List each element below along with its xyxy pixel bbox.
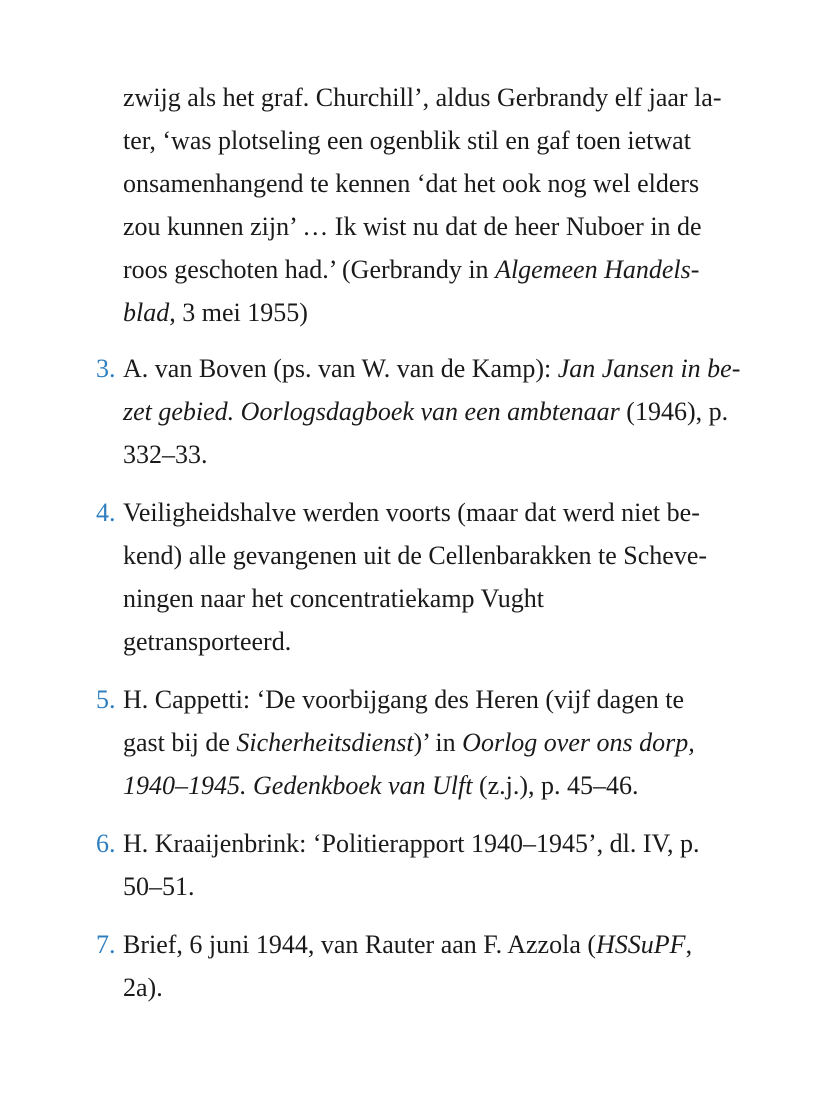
endnote-line: [123, 620, 740, 663]
text-segment: zou kunnen zijn’ … Ik wist nu dat de heer Nuboer in de: [123, 212, 702, 241]
text-segment: getransporteerd.: [123, 627, 292, 656]
text-segment: H. Cappetti: ‘De voorbijgang des Heren (vijf dagen te: [123, 685, 684, 714]
text-segment: ningen naar het concentratiekamp Vught: [123, 584, 545, 613]
endnote-line: [123, 433, 740, 476]
text-segment: (1946), p.: [619, 397, 729, 426]
endnote-number: 6.: [96, 829, 116, 858]
text-segment: 50–51.: [123, 872, 195, 901]
text-segment: , 3 mei 1955): [169, 298, 308, 327]
endnote-line: [123, 721, 740, 764]
endnote-number: 3.: [96, 354, 116, 383]
endnote-line: [123, 205, 740, 248]
endnote-line: [123, 76, 740, 119]
endnote-number: 4.: [96, 498, 116, 527]
endnote-line: [123, 678, 740, 721]
text-segment: )’ in: [413, 728, 463, 757]
endnote-line: [123, 491, 740, 534]
endnote-line: [123, 119, 740, 162]
text-segment: ,: [685, 930, 693, 959]
text-segment: onsamenhangend te kennen ‘dat het ook nog wel elders: [123, 169, 700, 198]
endnote: [0, 491, 826, 663]
endnote-continuation: [0, 76, 826, 334]
text-segment: Veiligheidshalve werden voorts (maar dat werd niet be-: [123, 498, 700, 527]
italic-text: Jan Jansen in be-: [557, 354, 741, 383]
endnote-line: [123, 162, 740, 205]
italic-text: 1940–1945. Gedenkboek van Ulft: [123, 771, 473, 800]
endnote-number: 7.: [96, 930, 116, 959]
text-segment: 2a).: [123, 973, 163, 1002]
text-segment: gast bij de: [123, 728, 237, 757]
endnotes-page: [0, 76, 826, 1024]
text-segment: (z.j.), p. 45–46.: [472, 771, 639, 800]
text-segment: ter, ‘was plotseling een ogenblik stil en gaf toen ietwat: [123, 126, 691, 155]
endnote-line: [123, 865, 740, 908]
endnote-line: [123, 291, 740, 334]
endnote: [0, 347, 826, 476]
endnote-line: [123, 764, 740, 807]
text-segment: A. van Boven (ps. van W. van de Kamp):: [123, 354, 558, 383]
endnote-line: [123, 577, 740, 620]
endnote-line: [123, 248, 740, 291]
endnote-line: [123, 390, 740, 433]
text-segment: Brief, 6 juni 1944, van Rauter aan F. Azzola (: [123, 930, 597, 959]
endnote: [0, 822, 826, 908]
italic-text: Sicherheitsdienst: [236, 728, 414, 757]
endnote-line: [123, 923, 740, 966]
italic-text: Oorlog over ons dorp,: [462, 728, 695, 757]
endnote-line: [123, 822, 740, 865]
endnote: [0, 923, 826, 1009]
italic-text: Algemeen Handels-: [495, 255, 700, 284]
endnote-line: [123, 534, 740, 577]
text-segment: kend) alle gevangenen uit de Cellenbarakken te Scheve-: [123, 541, 708, 570]
endnote-number: 5.: [96, 685, 116, 714]
italic-text: blad: [123, 298, 170, 327]
endnote: [0, 678, 826, 807]
text-segment: roos geschoten had.’ (Gerbrandy in: [123, 255, 496, 284]
text-segment: H. Kraaijenbrink: ‘Politierapport 1940–1945’, dl. IV, p.: [123, 829, 700, 858]
text-segment: 332–33.: [123, 440, 208, 469]
italic-text: HSSuPF: [596, 930, 686, 959]
endnote-line: [123, 966, 740, 1009]
text-segment: zwijg als het graf. Churchill’, aldus Gerbrandy elf jaar la-: [123, 83, 722, 112]
italic-text: zet gebied. Oorlogsdagboek van een ambtenaar: [123, 397, 620, 426]
endnote-line: [123, 347, 740, 390]
